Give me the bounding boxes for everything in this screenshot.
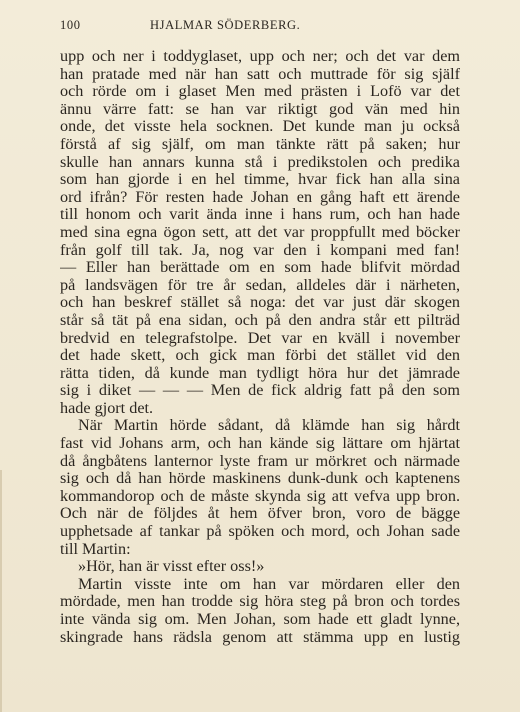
text-line: då ångbåtens lanternor lyste fram ur mörkret och närmade: [60, 452, 460, 470]
text-line: ännu värre fatt: se han var riktigt god vän med hin: [60, 100, 460, 118]
text-line: från golf till tak. Ja, nog var den i kompani med fan!: [60, 241, 460, 259]
text-line: skingrade hans rädsla genom att stämma upp en lustig: [60, 628, 460, 646]
text-line: upp och ner i toddyglaset, upp och ner; och det var dem: [60, 48, 460, 65]
text-line: på landsvägen för tre år sedan, alldeles där i närheten,: [60, 276, 460, 294]
text-line: skulle han annars kunna stå i predikstolen och predika: [60, 153, 460, 171]
text-line: och han beskref stället så noga: det var just där skogen: [60, 294, 460, 312]
text-line: Martin visste inte om han var mördaren eller den: [78, 575, 460, 593]
body-text: [60, 48, 460, 646]
running-title: HJALMAR SÖDERBERG.: [150, 18, 301, 32]
text-line: och rörde om i glaset Men med prästen i Lofö var det: [60, 83, 460, 101]
text-line: upphetsade af tankar på spöken och mord, och Johan sade: [60, 523, 460, 541]
text-line: står så tät på ena sidan, och på den andra står ett pilträd: [60, 311, 460, 329]
text-line: förstå af sig själf, om man tänkte rätt på saken; hur: [60, 135, 460, 153]
text-line: som han gjorde i en hel timme, hvar fick han alla sina: [60, 171, 460, 189]
text-line: fast vid Johans arm, och han kände sig lättare om hjärtat: [60, 435, 460, 453]
text-line: inte vända sig om. Men Johan, som hade ett gladt lynne,: [60, 611, 460, 628]
text-line: onde, det visste hela socknen. Det kunde man ju också: [60, 118, 460, 136]
text-line: sig i diket — — — Men de fick aldrig fatt på den som: [60, 382, 460, 400]
text-line: Och när de följdes åt hem öfver bron, voro de bägge: [60, 505, 460, 523]
text-line: ord ifrån? För resten hade Johan en gång haft ett ärende: [60, 188, 460, 206]
text-line: till honom och varit ända inne i hans rum, och han hade: [60, 206, 460, 224]
text-line: hade gjort det.: [60, 399, 154, 417]
text-line: rätta tiden, då kunde man tydligt höra hur det jämrade: [60, 364, 460, 382]
text-line: — Eller han berättade om en som hade blifvit mördad: [60, 259, 460, 277]
text-line: »Hör, han är visst efter oss!»: [78, 558, 265, 576]
text-line: han pratade med när han satt och muttrade för sig själf: [60, 65, 460, 83]
text-line: mördade, men han trodde sig höra steg på bron och tordes: [60, 593, 460, 611]
text-line: När Martin hörde sådant, då klämde han sig hårdt: [78, 417, 460, 435]
page-header: [60, 18, 460, 36]
text-line: bredvid en telegrafstolpe. Det var en kväll i november: [60, 329, 460, 347]
text-line: till Martin:: [60, 540, 131, 558]
text-line: det hade skett, och gick man förbi det stället vid den: [60, 347, 460, 365]
text-line: kommandorop och de måste skynda sig att vefva upp bron.: [60, 487, 460, 505]
text-line: sig och då han hörde maskinens dunk-dunk och kaptenens: [60, 470, 460, 488]
page-number: 100: [60, 18, 81, 32]
page-edge-shadow: [0, 470, 2, 712]
text-line: med sina egna ögon sett, att det var proppfullt med böcker: [60, 223, 460, 241]
